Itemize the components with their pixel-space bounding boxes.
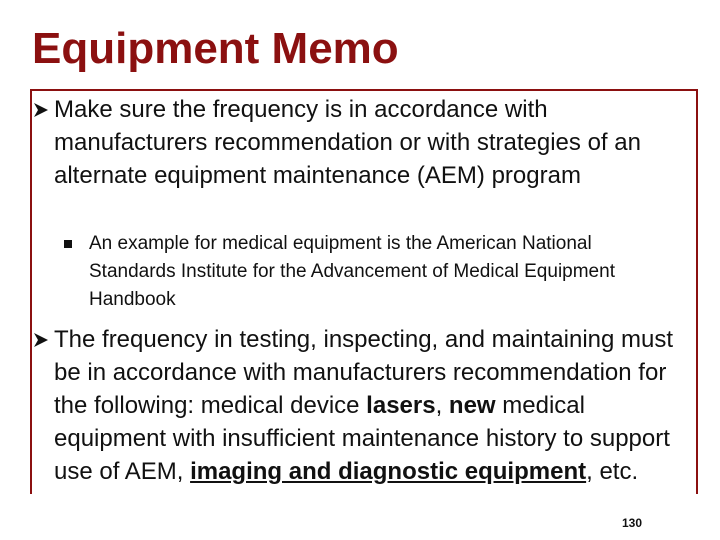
emphasis-imaging: imaging and diagnostic equipment xyxy=(190,458,587,485)
emphasis-new: new xyxy=(448,392,496,419)
bullet-text: Make sure the frequency is in accordance with manufacturers recommendation or with strategies of an alternate equipment maintenance (AEM) program xyxy=(54,96,641,189)
emphasis-lasers: lasers xyxy=(366,392,436,419)
text-segment: The frequency in testing, inspecting, and maintaining must be in accordance with manufacturers recommendation for the following: medical device xyxy=(54,326,674,419)
square-bullet-icon xyxy=(64,240,72,248)
text-segment: medical equipment with insufficient maintenance history to support use of AEM, xyxy=(54,392,670,485)
bullet-text xyxy=(54,323,700,488)
text-segment: , xyxy=(435,392,449,419)
arrow-bullet-icon xyxy=(34,333,48,347)
arrow-bullet-icon xyxy=(34,103,48,117)
text-segment: , etc. xyxy=(586,458,639,485)
slide-title: Equipment Memo xyxy=(32,24,399,73)
page-number: 130 xyxy=(622,516,643,530)
sub-bullet-text: An example for medical equipment is the American National Standards Institute for the Advancement of Medical Equipment Handbook xyxy=(89,233,615,310)
